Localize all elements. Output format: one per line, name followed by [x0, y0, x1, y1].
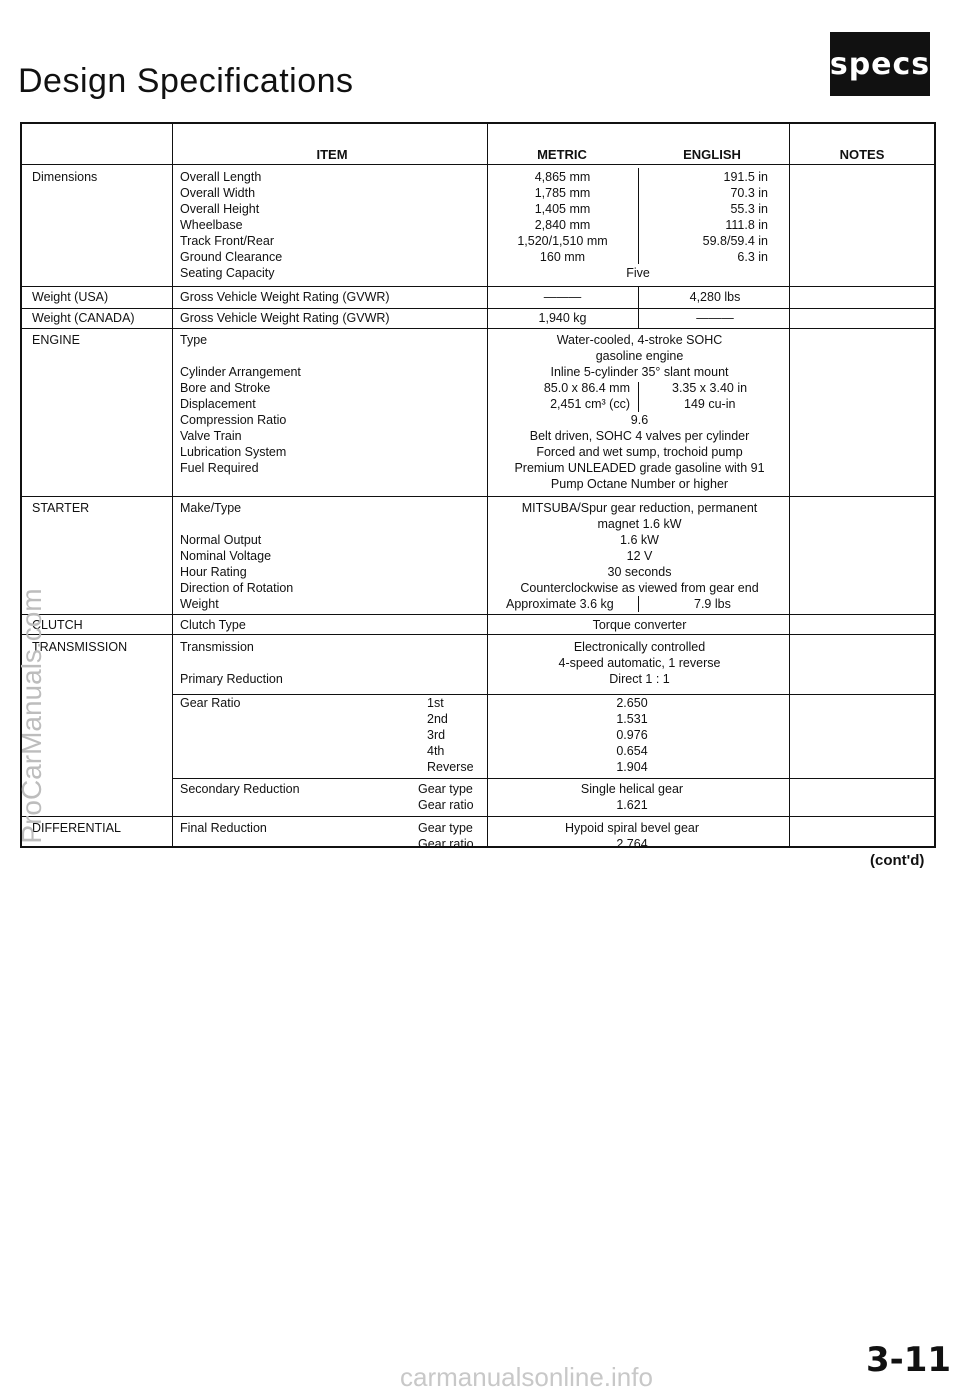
dimensions-items: Overall Length Overall Width Overall Height Wheelbase Track Front/Rear Ground Clearance Seating Capacity	[180, 170, 283, 280]
section-label-starter: STARTER	[32, 501, 90, 515]
section-label-engine: ENGINE	[32, 333, 80, 347]
transmission-items: Transmission Primary Reduction	[180, 640, 283, 686]
header-english: ENGLISH	[683, 147, 741, 162]
specs-badge: specs	[830, 32, 930, 96]
section-label-weight-canada: Weight (CANADA)	[32, 311, 135, 325]
starter-weight-metric: Approximate 3.6 kg	[506, 597, 614, 611]
clutch-value: Torque converter	[592, 618, 687, 632]
header-rule	[22, 164, 934, 165]
metric-english-divider	[638, 382, 639, 412]
secondary-reduction-values: Single helical gear 1.621	[580, 782, 684, 812]
row-rule	[22, 496, 934, 497]
row-rule	[22, 816, 934, 817]
engine-disp-metric: 2,451 cm³ (cc)	[550, 397, 630, 411]
transmission-values: Electronically controlled 4-speed automatic, 1 reverse Direct 1 : 1	[558, 640, 721, 686]
engine-bore-metric: 85.0 x 86.4 mm	[543, 381, 630, 395]
row-rule	[172, 778, 934, 779]
clutch-item: Clutch Type	[180, 618, 246, 632]
gear-list: 1st 2nd 3rd 4th Reverse	[427, 696, 474, 774]
dimensions-metric: 4,865 mm 1,785 mm 1,405 mm 2,840 mm 1,520/1,510 mm 160 mm	[517, 170, 608, 264]
row-rule	[22, 308, 934, 309]
secondary-reduction-sub: Gear type Gear ratio	[418, 782, 474, 812]
starter-weight-english: 7.9 lbs	[694, 597, 731, 611]
weight-canada-item: Gross Vehicle Weight Rating (GVWR)	[180, 311, 390, 325]
engine-cylinder: Inline 5-cylinder 35° slant mount	[550, 365, 729, 379]
dimensions-english: 191.5 in 70.3 in 55.3 in 111.8 in 59.8/59.4 in 6.3 in	[702, 170, 768, 264]
weight-canada-metric: 1,940 kg	[538, 311, 587, 325]
section-label-weight-usa: Weight (USA)	[32, 290, 109, 304]
page-title: Design Specifications	[18, 62, 354, 100]
gear-ratio-label: Gear Ratio	[180, 696, 241, 710]
engine-bore-english: 3.35 x 3.40 in	[672, 381, 748, 395]
col-divider	[487, 124, 488, 846]
gear-ratio-values: 2.650 1.531 0.976 0.654 1.904	[616, 696, 648, 774]
page-number: 3-11	[866, 1340, 952, 1380]
section-label-transmission: TRANSMISSION	[32, 640, 128, 654]
section-label-clutch: CLUTCH	[32, 618, 83, 632]
row-rule	[22, 286, 934, 287]
weight-usa-english: 4,280 lbs	[689, 290, 741, 304]
weight-usa-metric: ———	[543, 290, 582, 304]
seating-capacity-value: Five	[626, 266, 650, 280]
weight-canada-english: ———	[696, 311, 734, 325]
col-divider	[789, 124, 790, 846]
spec-table	[20, 122, 936, 851]
starter-items: Make/Type Normal Output Nominal Voltage Hour Rating Direction of Rotation Weight	[180, 501, 294, 611]
header-notes: NOTES	[839, 147, 885, 162]
differential-item: Final Reduction	[180, 821, 267, 835]
weight-usa-item: Gross Vehicle Weight Rating (GVWR)	[180, 290, 390, 304]
col-divider	[172, 124, 173, 846]
engine-items: Type Cylinder Arrangement Bore and Stroke Displacement Compression Ratio Valve Train Lubrication System Fuel Required	[180, 333, 301, 475]
section-label-dimensions: Dimensions	[32, 170, 98, 184]
row-rule	[172, 694, 934, 695]
watermark: ProCarManuals.com	[16, 588, 47, 844]
header-item: ITEM	[316, 147, 348, 162]
starter-values: MITSUBA/Spur gear reduction, permanent magnet 1.6 kW 1.6 kW 12 V 30 seconds Counterclockwise as viewed from gear end	[520, 501, 759, 595]
engine-rest: 9.6 Belt driven, SOHC 4 valves per cylinder Forced and wet sump, trochoid pump Premium UNLEADED grade gasoline with 91 Pump Octane Number or higher	[514, 413, 765, 491]
engine-type: Water-cooled, 4-stroke SOHC gasoline engine	[556, 333, 723, 363]
row-rule	[22, 634, 934, 635]
header-metric: METRIC	[537, 147, 587, 162]
engine-disp-english: 149 cu-in	[684, 397, 736, 411]
metric-english-divider	[638, 168, 639, 264]
differential-sub: Gear type Gear ratio	[418, 821, 474, 851]
secondary-reduction-label: Secondary Reduction	[180, 782, 300, 796]
metric-english-divider	[638, 596, 639, 612]
metric-english-divider	[638, 286, 639, 328]
section-label-differential: DIFFERENTIAL	[32, 821, 121, 835]
row-rule	[22, 328, 934, 329]
footer-watermark: carmanualsonline.info	[400, 1362, 653, 1392]
continued-note: (cont'd)	[870, 852, 925, 869]
differential-values: Hypoid spiral bevel gear 2.764	[564, 821, 700, 851]
row-rule	[22, 614, 934, 615]
